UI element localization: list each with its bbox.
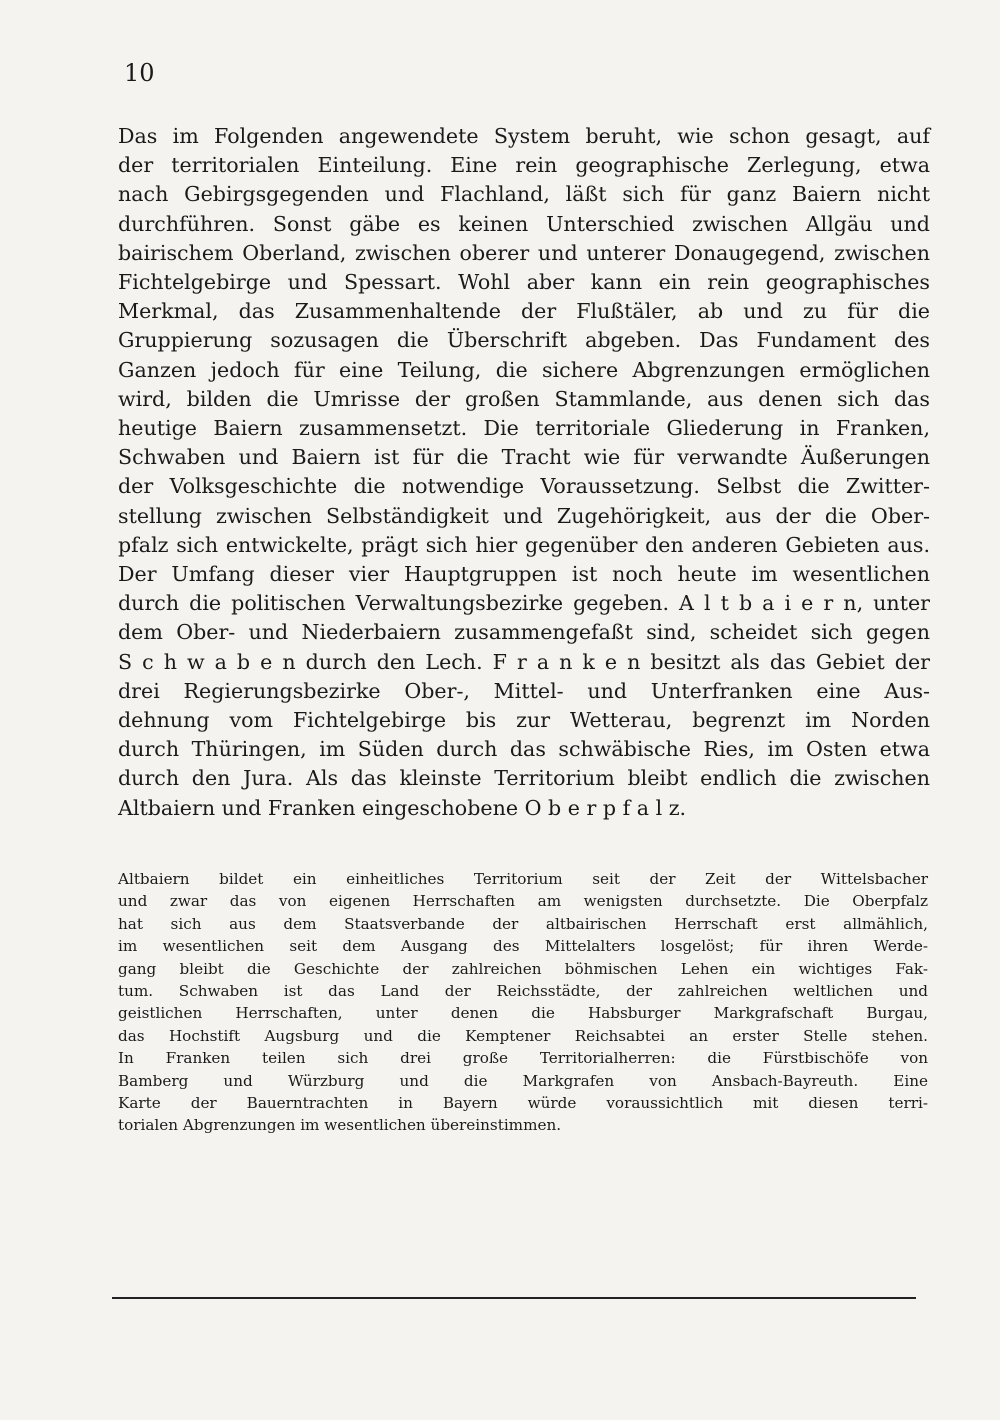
main-text-line: Gruppierung sozusagen die Überschrift abgeben. Das Fundament des bbox=[118, 328, 930, 353]
footnote-paragraph bbox=[118, 868, 928, 1137]
footnote-line: Altbaiern bildet ein einheitliches Territorium seit der Zeit der Wittelsbacher bbox=[118, 870, 928, 888]
footnote-line: torialen Abgrenzungen im wesentlichen übereinstimmen. bbox=[118, 1116, 562, 1135]
footnote-line: hat sich aus dem Staatsverbande der altbairischen Herrschaft erst allmählich, bbox=[118, 914, 928, 933]
main-text-line: S c h w a b e n durch den Lech. F r a n k e n besitzt als das Gebiet der bbox=[118, 649, 930, 674]
main-text-line: dehnung vom Fichtelgebirge bis zur Wetterau, begrenzt im Norden bbox=[118, 708, 930, 733]
footnote-line: tum. Schwaben ist das Land der Reichsstädte, der zahlreichen weltlichen und bbox=[118, 982, 928, 1001]
main-text-line: durch die politischen Verwaltungsbezirke gegeben. A l t b a i e r n, unter bbox=[118, 591, 930, 616]
footnote-line: Bamberg und Würzburg und die Markgrafen von Ansbach-Bayreuth. Eine bbox=[118, 1071, 928, 1090]
main-text-line: der territorialen Einteilung. Eine rein geographische Zerlegung, etwa bbox=[118, 153, 930, 178]
main-text-line: Schwaben und Baiern ist für die Tracht wie für verwandte Äußerungen bbox=[118, 445, 930, 470]
main-text-line: Das im Folgenden angewendete System beruht, wie schon gesagt, auf bbox=[118, 124, 930, 148]
main-text-line: pfalz sich entwickelte, prägt sich hier gegenüber den anderen Gebieten aus. bbox=[118, 532, 930, 557]
main-text-line: durch Thüringen, im Süden durch das schwäbische Ries, im Osten etwa bbox=[118, 737, 930, 762]
main-text-line: der Volksgeschichte die notwendige Voraussetzung. Selbst die Zwitter- bbox=[118, 474, 930, 499]
main-text-line: wird, bilden die Umrisse der großen Stammlande, aus denen sich das bbox=[118, 386, 930, 411]
main-text-line: Altbaiern und Franken eingeschobene O b e r p f a l z. bbox=[118, 795, 687, 820]
main-paragraph bbox=[118, 122, 930, 823]
footnote-line: Karte der Bauerntrachten in Bayern würde voraussichtlich mit diesen terri- bbox=[118, 1094, 928, 1113]
main-text-line: Fichtelgebirge und Spessart. Wohl aber kann ein rein geographisches bbox=[118, 270, 930, 295]
bottom-rule bbox=[112, 1297, 916, 1299]
main-text-line: stellung zwischen Selbständigkeit und Zugehörigkeit, aus der die Ober- bbox=[118, 503, 930, 528]
footnote-line: In Franken teilen sich drei große Territorialherren: die Fürstbischöfe von bbox=[118, 1049, 928, 1068]
main-text-line: Merkmal, das Zusammenhaltende der Flußtäler, ab und zu für die bbox=[118, 299, 930, 324]
main-text-line: durch den Jura. Als das kleinste Territorium bleibt endlich die zwischen bbox=[118, 766, 930, 791]
main-text-line: bairischem Oberland, zwischen oberer und unterer Donaugegend, zwischen bbox=[118, 240, 930, 265]
page-number: 10 bbox=[124, 59, 155, 87]
main-text-line: heutige Baiern zusammensetzt. Die territoriale Gliederung in Franken, bbox=[118, 416, 930, 441]
footnote-line: das Hochstift Augsburg und die Kemptener Reichsabtei an erster Stelle stehen. bbox=[118, 1026, 928, 1045]
main-text-line: nach Gebirgsgegenden und Flachland, läßt sich für ganz Baiern nicht bbox=[118, 182, 930, 207]
main-text-line: Ganzen jedoch für eine Teilung, die sichere Abgrenzungen ermöglichen bbox=[118, 357, 930, 382]
footnote-line: und zwar das von eigenen Herrschaften am wenigsten durchsetzte. Die Oberpfalz bbox=[118, 892, 928, 911]
main-text-line: durchführen. Sonst gäbe es keinen Unterschied zwischen Allgäu und bbox=[118, 211, 930, 236]
footnote-line: gang bleibt die Geschichte der zahlreichen böhmischen Lehen ein wichtiges Fak- bbox=[118, 959, 928, 978]
footnote-line: geistlichen Herrschaften, unter denen die Habsburger Markgrafschaft Burgau, bbox=[118, 1004, 928, 1023]
main-text-line: drei Regierungsbezirke Ober-, Mittel- und Unterfranken eine Aus- bbox=[118, 678, 930, 703]
footnote-line: im wesentlichen seit dem Ausgang des Mittelalters losgelöst; für ihren Werde- bbox=[118, 937, 928, 956]
main-text-line: Der Umfang dieser vier Hauptgruppen ist noch heute im wesentlichen bbox=[118, 562, 930, 587]
main-text-line: dem Ober- und Niederbaiern zusammengefaßt sind, scheidet sich gegen bbox=[118, 620, 930, 645]
